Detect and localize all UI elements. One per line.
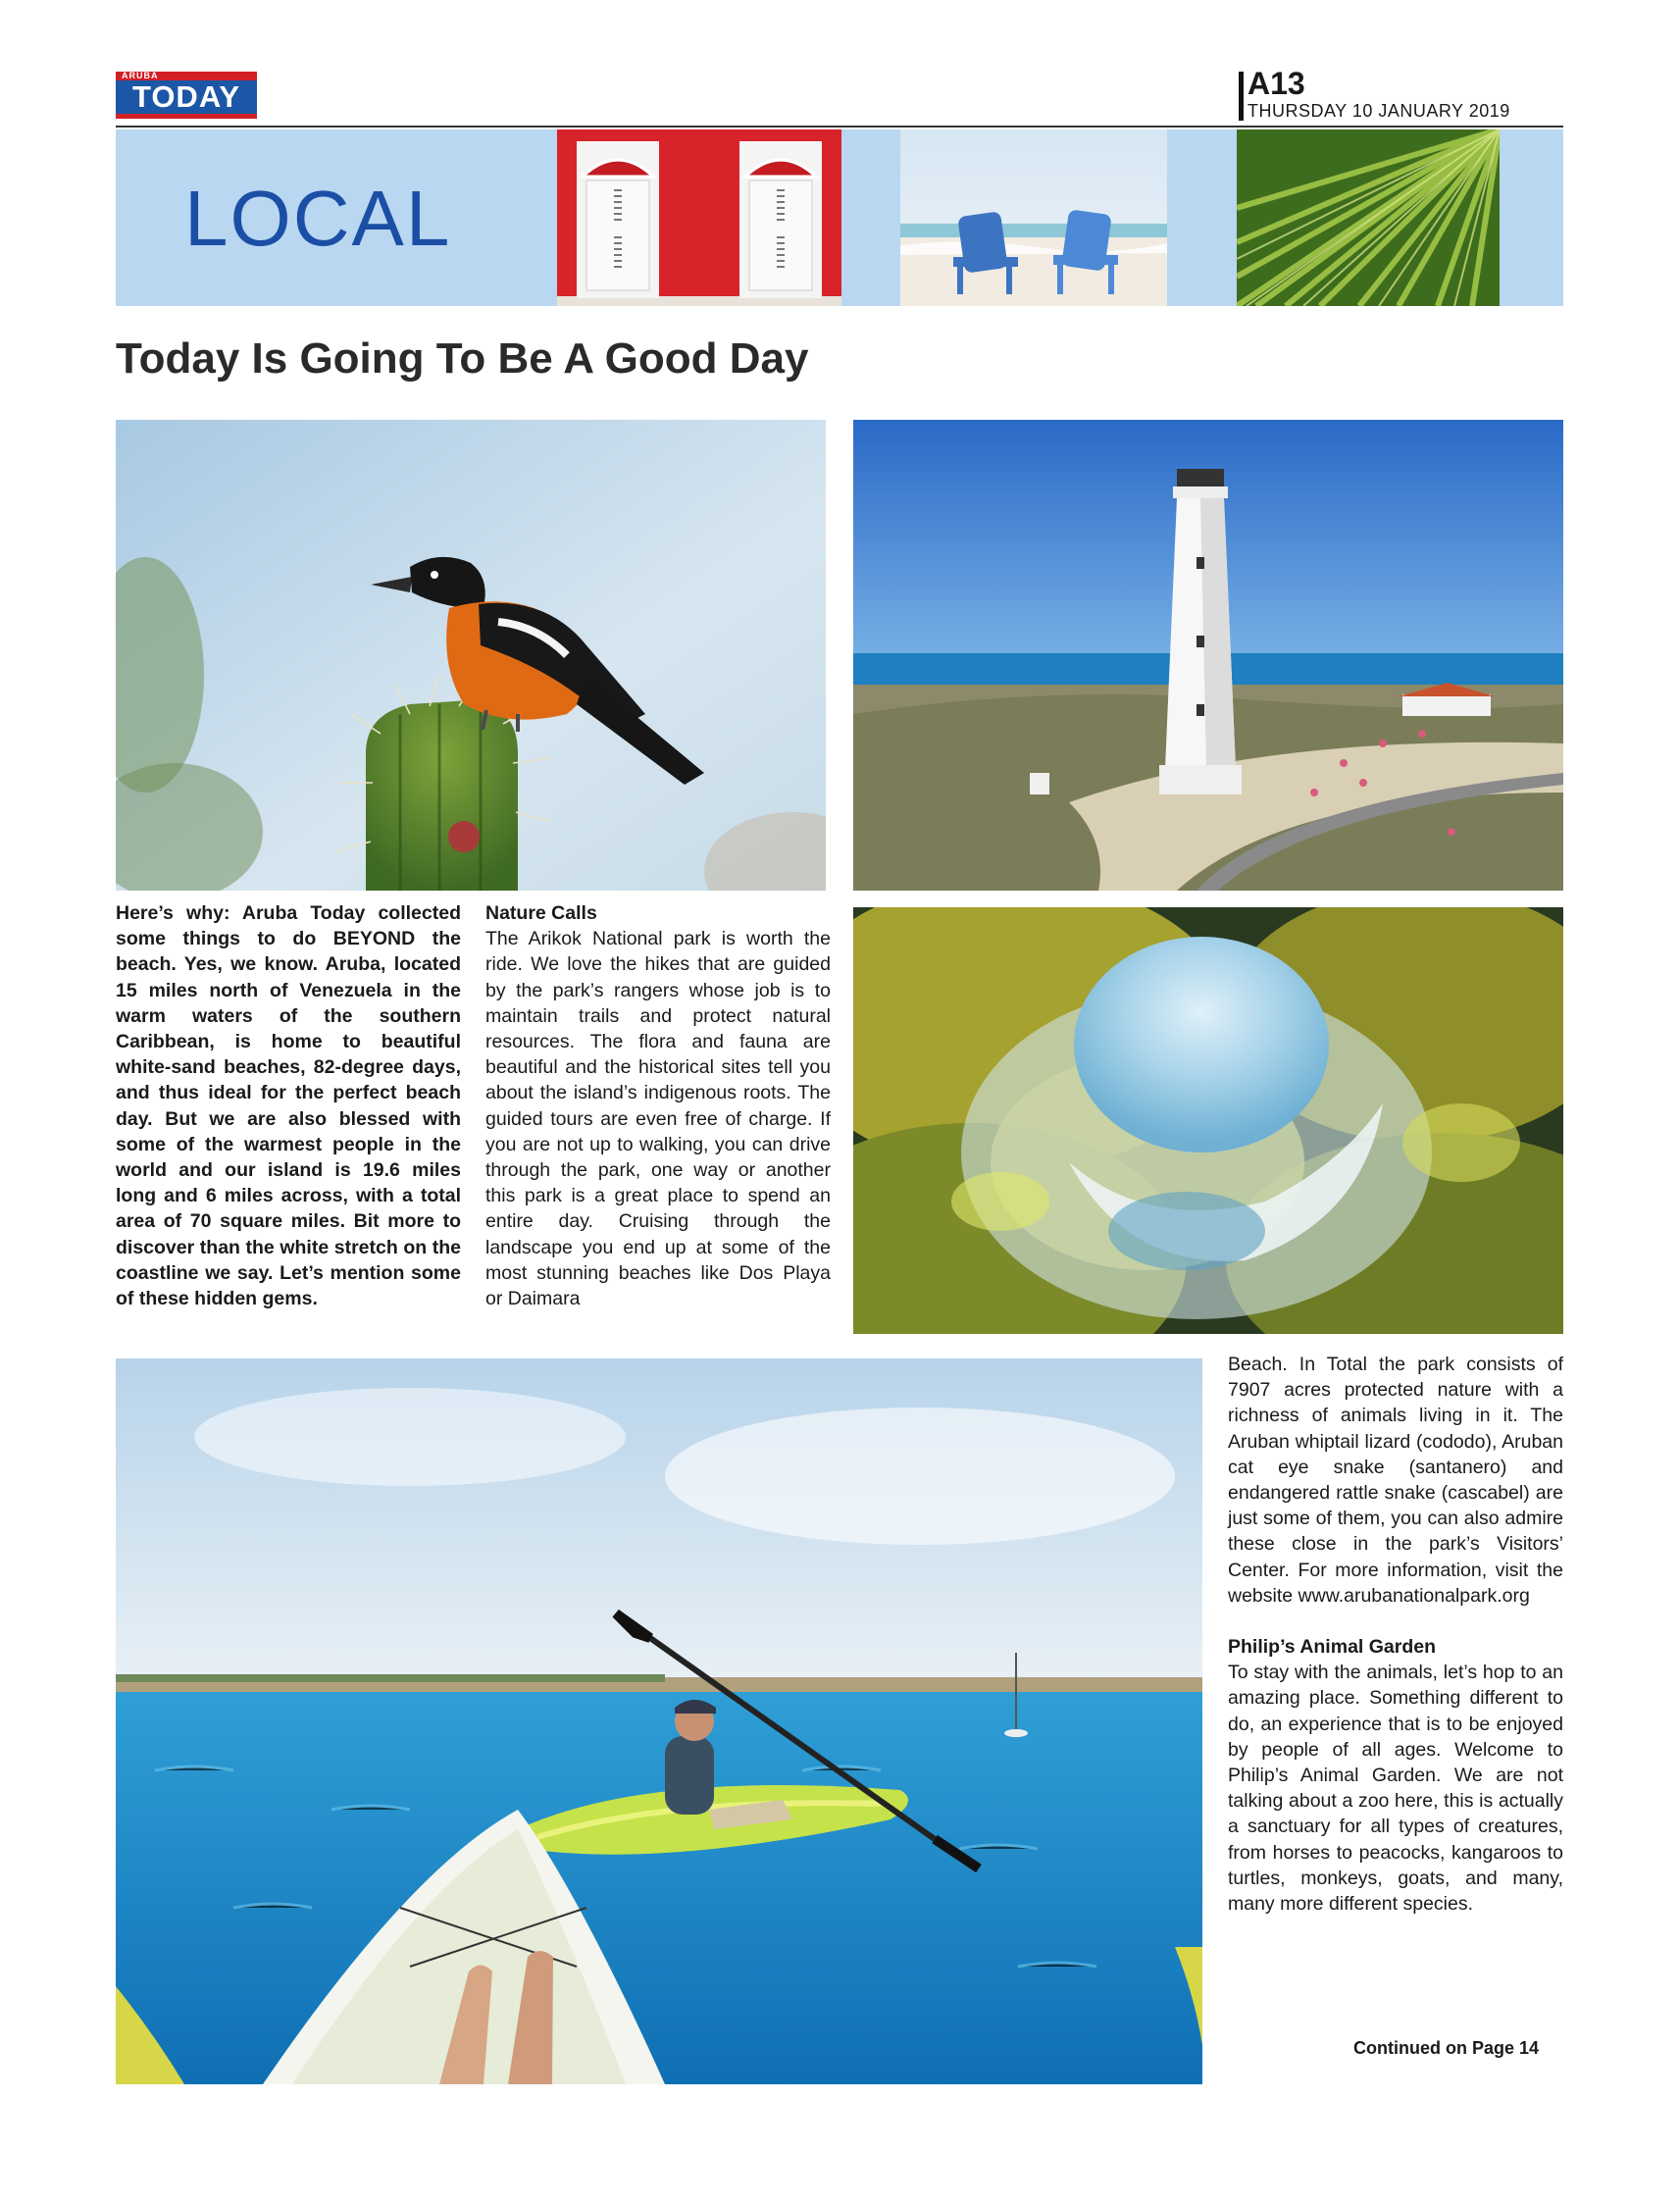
subheading-nature-calls: Nature Calls xyxy=(485,902,597,924)
animal-garden-paragraph: To stay with the animals, let’s hop to an amazing place. Something different to do, an experience that is to be enjoyed by people of all ages. Welcome to Philip’s Animal Garden. We are not talking about a zoo here, this is actually a sanctuary for all types of creatures, from horses to peacocks, kangaroos to turtles, monkeys, goats, and many, many more different species. xyxy=(1228,1662,1563,1916)
photo-california-lighthouse xyxy=(853,420,1563,891)
banner-photo-beach-chairs xyxy=(900,129,1167,306)
continued-notice: Continued on Page 14 xyxy=(1353,2038,1540,2058)
issue-date: THURSDAY 10 JANUARY 2019 xyxy=(1247,101,1510,121)
nature-calls-paragraph-b: Beach. In Total the park consists of 7907 acres protected nature with a richness of animals living in it. The Aruban whiptail lizard (cododo), Aruban cat eye snake (santanero) and endangered rattle snake (cascabel) are just some of them, you can also admire these close in the park’s Visitors’ Center. For more information, visit the website www.arubanationalpark.org xyxy=(1228,1354,1563,1607)
aruba-today-logo xyxy=(116,72,257,119)
photo-kayaking xyxy=(116,1358,1202,2084)
logo-text: TODAY xyxy=(116,80,257,114)
article-intro xyxy=(116,900,461,1311)
section-banner xyxy=(116,129,1563,306)
article-column-3 xyxy=(1228,1352,1563,1917)
article-column-2 xyxy=(485,900,831,1311)
photo-bird-on-cactus xyxy=(116,420,826,891)
logo-top-text: ARUBA xyxy=(122,71,159,80)
banner-photo-palm-leaf xyxy=(1237,129,1500,306)
page-number: A13 xyxy=(1247,66,1305,101)
subheading-animal-garden: Philip’s Animal Garden xyxy=(1228,1636,1437,1659)
article-headline: Today Is Going To Be A Good Day xyxy=(116,334,809,383)
intro-paragraph: Here’s why: Aruba Today collected some things to do BEYOND the beach. Yes, we know. Aruba, located 15 miles north of Venezuela in the warm waters of the southern Caribbean, is home to beautiful white-sand beaches, 82-degree days, and thus ideal for the perfect beach day. But we are also blessed with some of the warmest people in the world and our island is 19.6 miles long and 6 miles across, with a total area of 70 square miles. Bit more to discover than the white stretch on the coastline we say. Let’s mention some of these hidden gems. xyxy=(116,902,461,1310)
section-title: LOCAL xyxy=(184,175,452,262)
page-number-rule xyxy=(1239,72,1244,121)
nature-calls-paragraph-a: The Arikok National park is worth the ride. We love the hikes that are guided by the park’s rangers whose job is to maintain trails and protect natural resources. The flora and fauna are beautiful and the historical sites tell you about the island’s indigenous roots. The guided tours are even free of charge. If you are not up to walking, you can drive through the park, one way or another this park is a great place to spend an entire day. Cruising through the landscape you end up at some of the most stunning beaches like Dos Playa or Daimara xyxy=(485,928,831,1310)
header-rule xyxy=(116,126,1563,128)
photo-natural-pool-aerial xyxy=(853,907,1563,1334)
banner-photo-doors xyxy=(557,129,841,306)
